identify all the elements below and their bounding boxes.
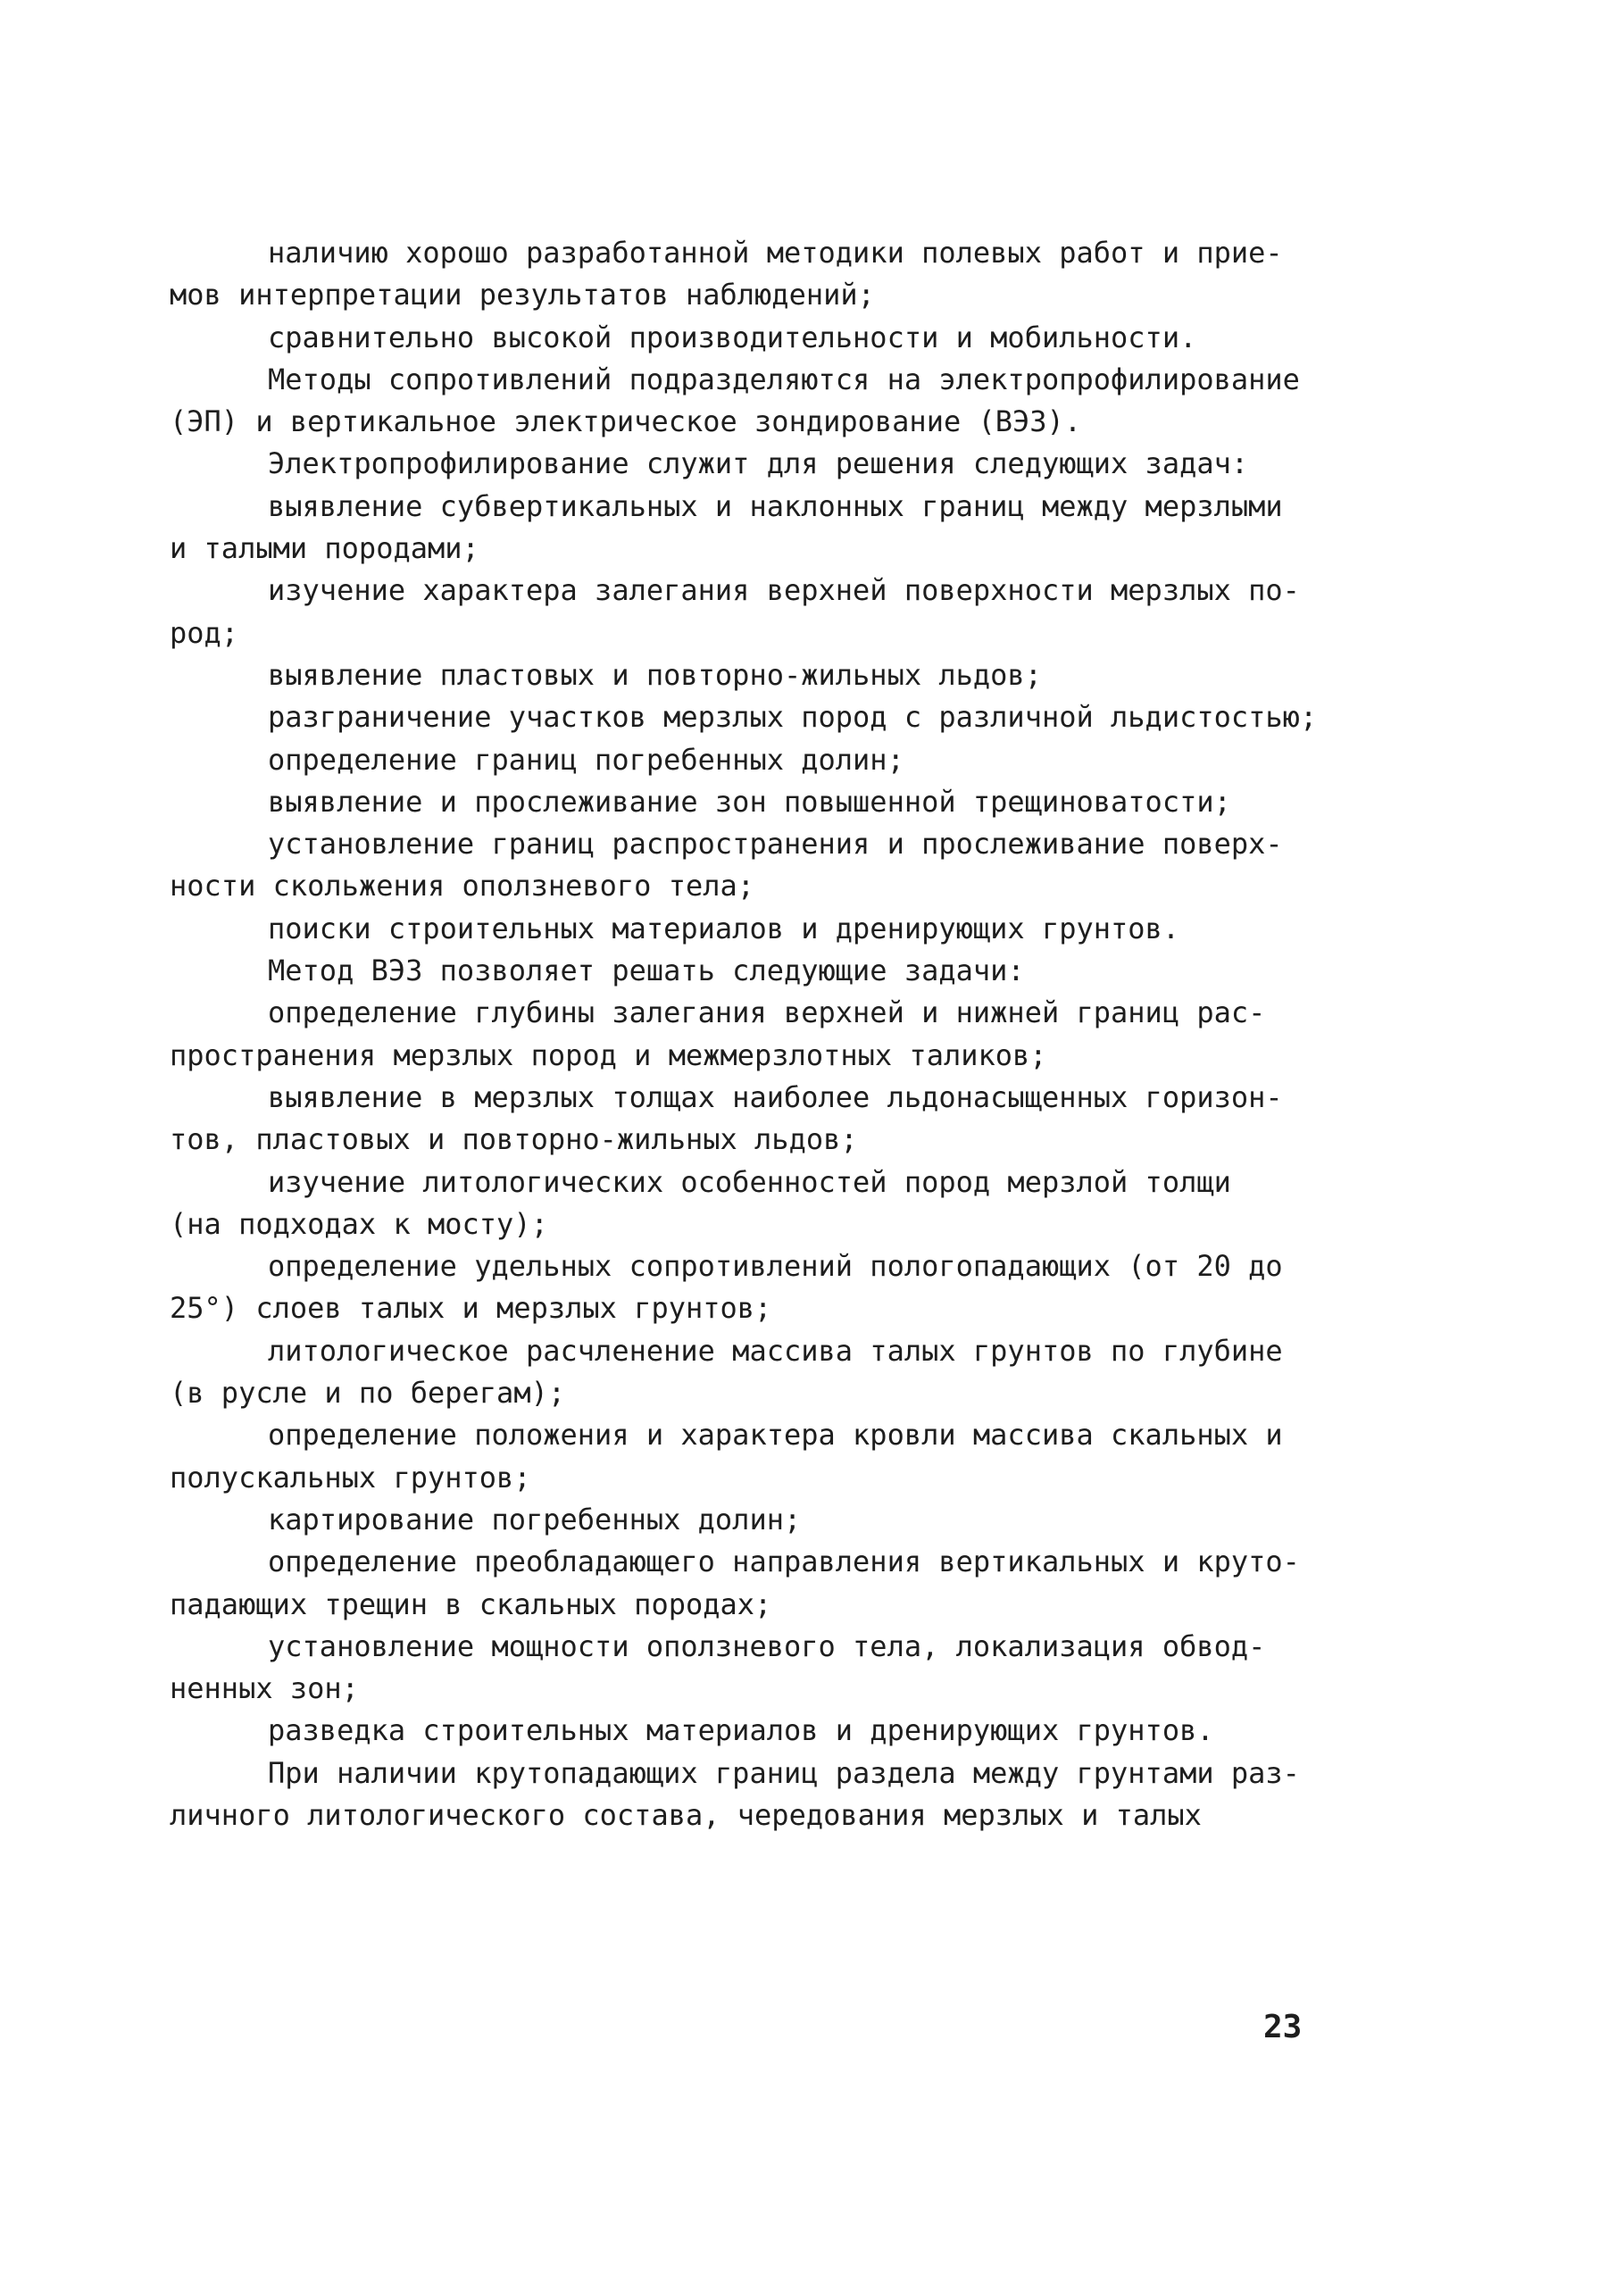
text-line: разведка строительных материалов и дренирующих грунтов. (268, 1713, 1214, 1748)
text-line: сравнительно высокой производительности и мобильности. (268, 320, 1197, 354)
text-line: род; (170, 615, 239, 650)
text-line: литологическое расчленение массива талых грунтов по глубине (268, 1333, 1283, 1368)
text-line: определение преобладающего направления вертикальных и круто- (268, 1545, 1300, 1579)
page-number: 23 (1263, 2009, 1303, 2045)
text-line: (в русле и по берегам); (170, 1376, 566, 1411)
text-line: и талыми породами; (170, 531, 479, 566)
text-line: разграничение участков мерзлых пород с различной льдистостью; (268, 700, 1318, 735)
text-line: Метод ВЭЗ позволяет решать следующие задачи: (268, 953, 1025, 988)
text-line: определение положения и характера кровли массива скальных и (268, 1418, 1283, 1453)
text-line: Электропрофилирование служит для решения следующих задач: (268, 446, 1249, 481)
text-line: картирование погребенных долин; (268, 1502, 802, 1536)
text-line: мов интерпретации результатов наблюдений; (170, 278, 875, 312)
text-line: 25°) слоев талых и мерзлых грунтов; (170, 1291, 772, 1326)
text-line: выявление в мерзлых толщах наиболее льдонасыщенных горизон- (268, 1079, 1283, 1114)
text-line: установление мощности оползневого тела, локализация обвод- (268, 1628, 1266, 1663)
text-line: (на подходах к мосту); (170, 1206, 548, 1241)
text-line: определение границ погребенных долин; (268, 742, 904, 777)
text-line: выявление пластовых и повторно-жильных льдов; (268, 657, 1042, 692)
text-line: личного литологического состава, чередования мерзлых и талых (170, 1797, 1202, 1832)
text-line: выявление и прослеживание зон повышенной трещиноватости; (268, 784, 1231, 819)
text-line: пространения мерзлых пород и межмерзлотных таликов; (170, 1037, 1047, 1072)
text-line: изучение характера залегания верхней поверхности мерзлых по- (268, 573, 1300, 608)
text-line: поиски строительных материалов и дренирующих грунтов. (268, 911, 1180, 945)
text-line: падающих трещин в скальных породах; (170, 1586, 772, 1621)
text-line: Методы сопротивлений подразделяются на электропрофилирование (268, 362, 1300, 396)
text-line: выявление субвертикальных и наклонных границ между мерзлыми (268, 488, 1283, 523)
text-line: определение удельных сопротивлений пологопадающих (от 20 до (268, 1249, 1283, 1284)
text-line: ности скольжения оползневого тела; (170, 869, 755, 904)
body-text (170, 232, 1330, 1836)
text-line: тов, пластовых и повторно-жильных льдов; (170, 1122, 858, 1157)
text-line: установление границ распространения и прослеживание поверх- (268, 827, 1283, 862)
text-line: определение глубины залегания верхней и нижней границ рас- (268, 995, 1266, 1030)
text-line: ненных зон; (170, 1671, 359, 1706)
text-line: (ЭП) и вертикальное электрическое зондирование (ВЭЗ). (170, 404, 1082, 439)
text-line: При наличии крутопадающих границ раздела между грунтами раз- (268, 1755, 1300, 1790)
text-line: наличию хорошо разработанной методики полевых работ и прие- (268, 236, 1283, 270)
text-line: полускальных грунтов; (170, 1460, 531, 1495)
text-line: изучение литологических особенностей пород мерзлой толщи (268, 1164, 1231, 1199)
